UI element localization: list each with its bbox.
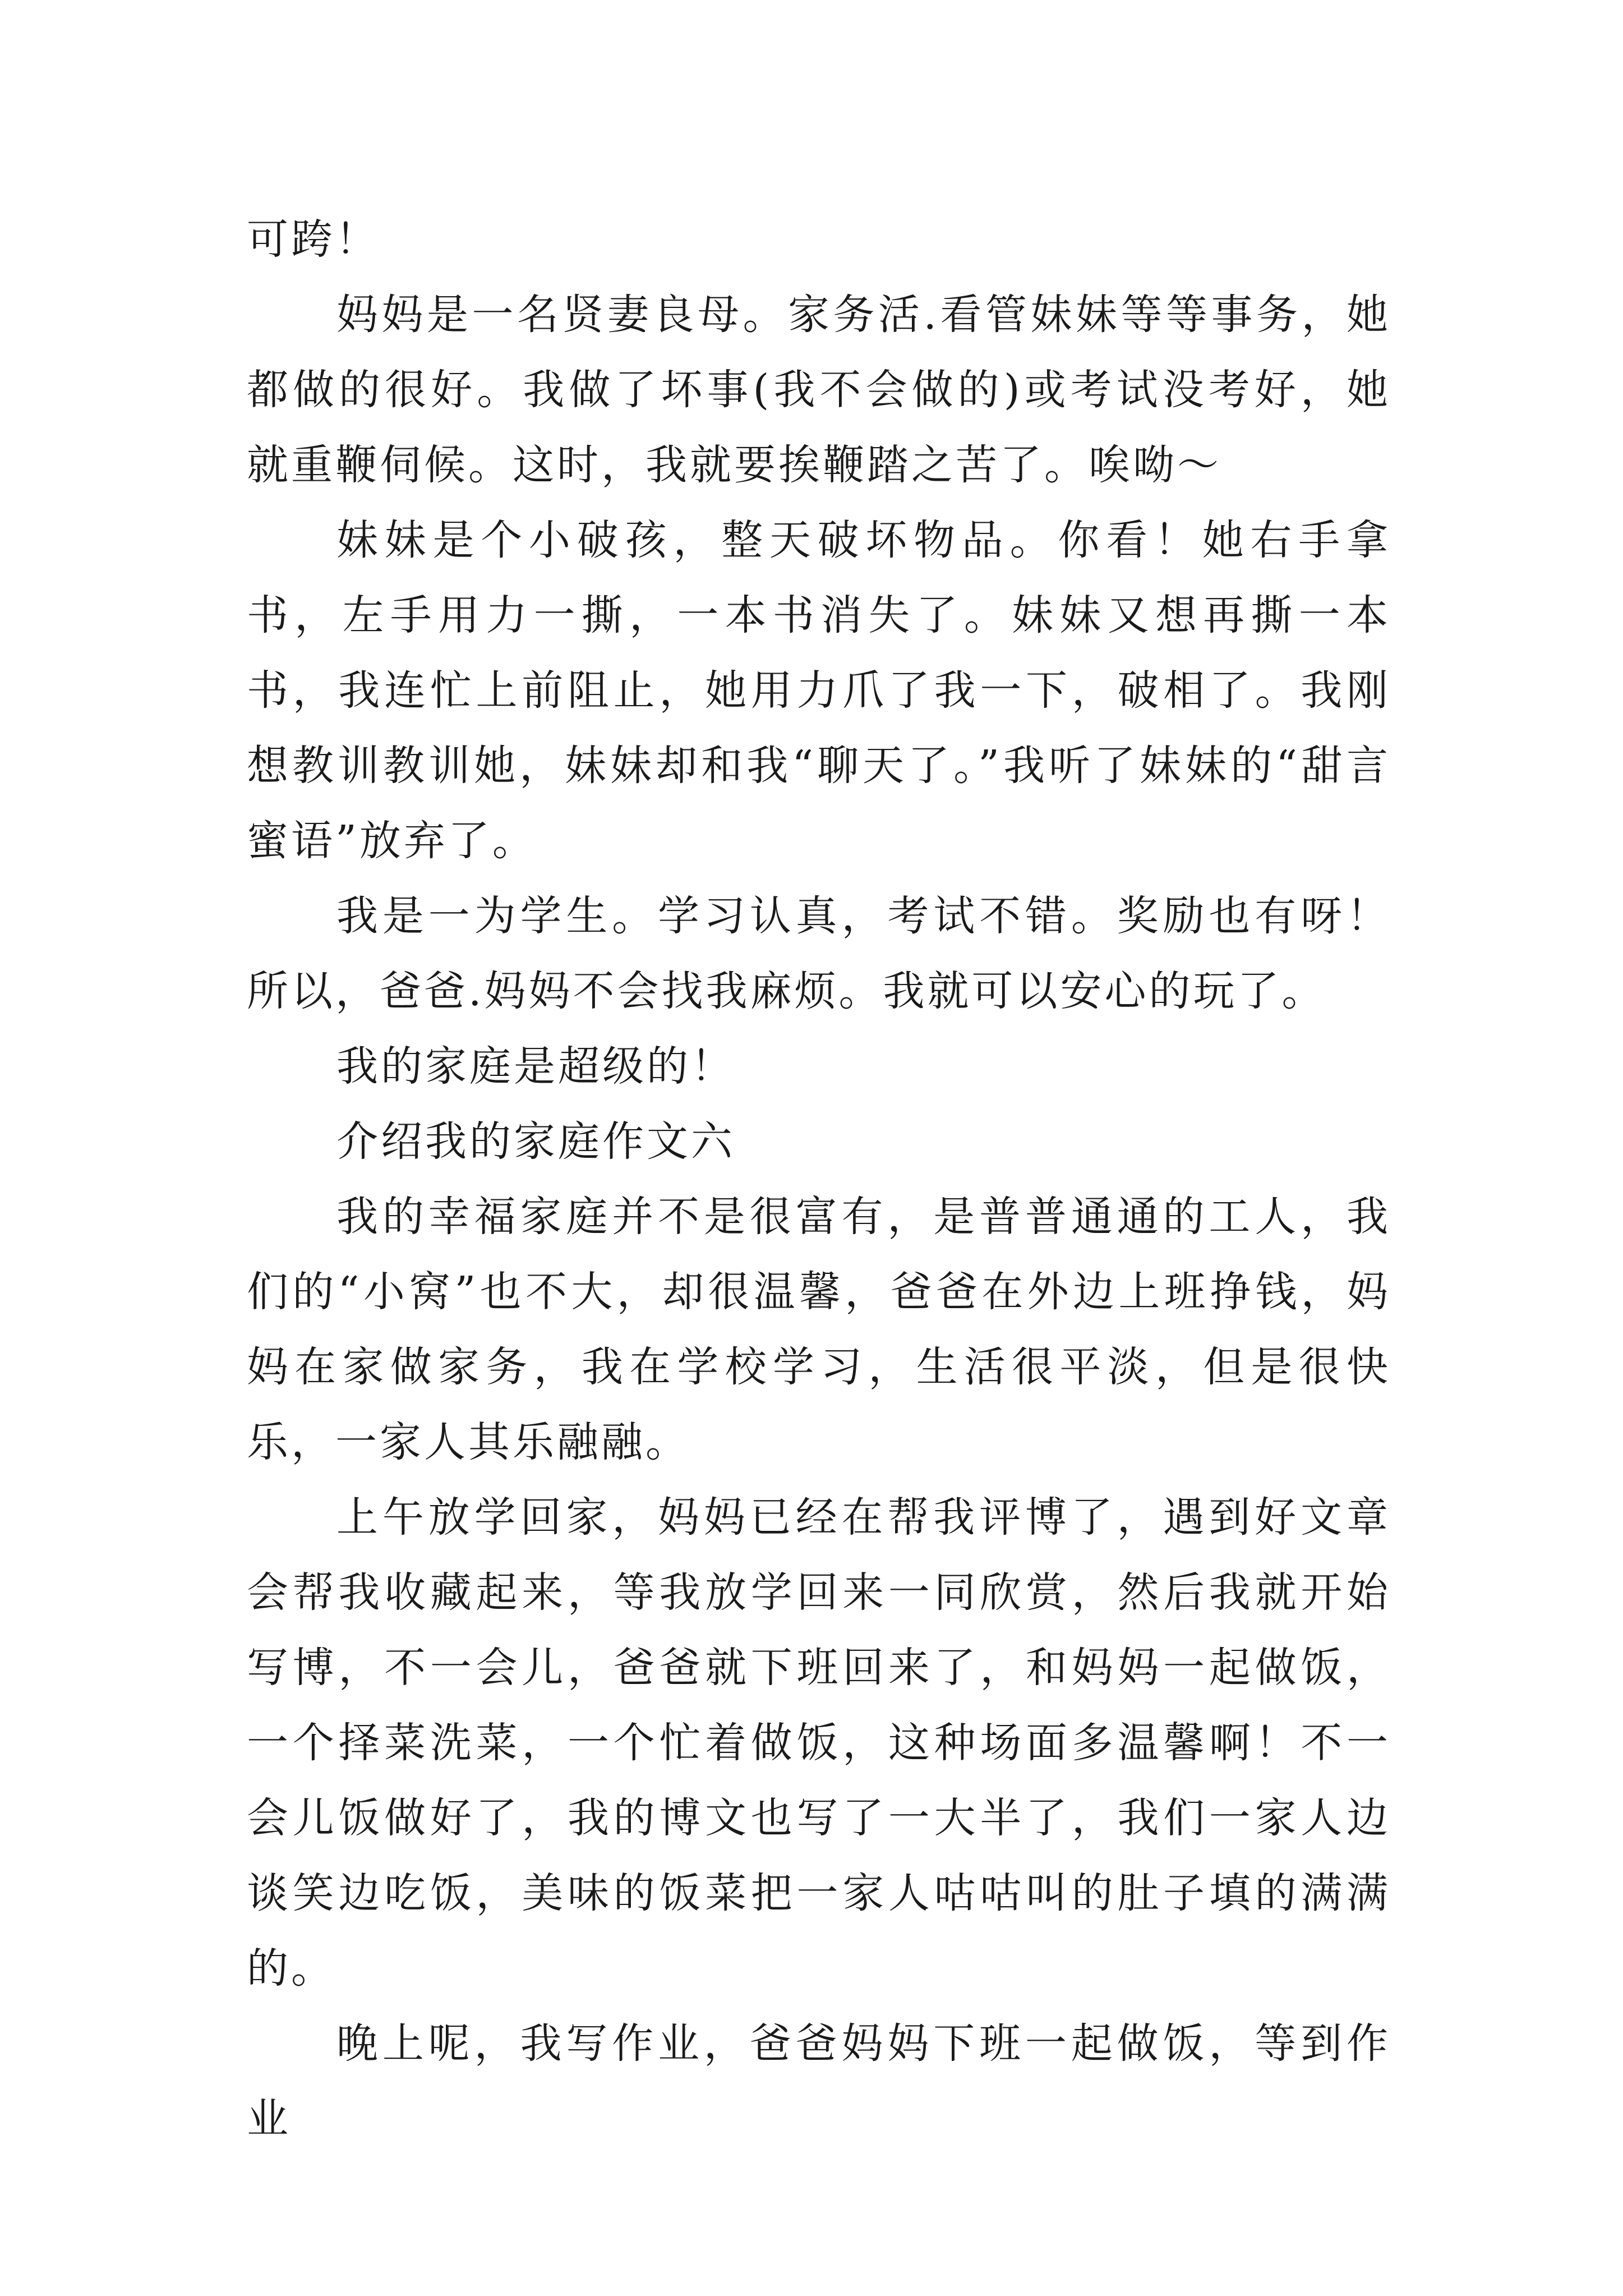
- paragraph-mother: 妈妈是一名贤妻良母。家务活.看管妹妹等等事务，她都做的很好。我做了坏事(我不会做的)或考试没考好，她就重鞭伺候。这时，我就要挨鞭踏之苦了。唉呦～: [247, 291, 1391, 489]
- paragraph-conclusion: 我的家庭是超级的！: [336, 1042, 735, 1091]
- paragraph-continuation: 可跨！: [247, 215, 380, 264]
- document-body: [247, 202, 1391, 2156]
- paragraph-afternoon: 上午放学回家，妈妈已经在帮我评博了，遇到好文章会帮我收藏起来，等我放学回来一同欣赏，然后我就开始写博，不一会儿，爸爸就下班回来了，和妈妈一起做饭，一个择菜洗菜，一个忙着做饭，这种场面多温馨啊！不一会儿饭做好了，我的博文也写了一大半了，我们一家人边谈笑边吃饭，美味的饭菜把一家人咕咕叫的肚子填的满满的。: [247, 1493, 1391, 1993]
- paragraph-evening: 晚上呢，我写作业，爸爸妈妈下班一起做饭，等到作业: [247, 2019, 1391, 2143]
- paragraph-family-intro: 我的幸福家庭并不是很富有，是普普通通的工人，我们的“小窝”也不大，却很温馨，爸爸在外边上班挣钱，妈妈在家做家务，我在学校学习，生活很平淡，但是很快乐，一家人其乐融融。: [247, 1193, 1391, 1466]
- paragraph-sister: 妹妹是个小破孩，整天破坏物品。你看！她右手拿书，左手用力一撕，一本书消失了。妹妹又想再撕一本书，我连忙上前阻止，她用力爪了我一下，破相了。我刚想教训教训她，妹妹却和我“聊天了。”我听了妹妹的“甜言蜜语”放弃了。: [247, 516, 1391, 865]
- paragraph-self: 我是一为学生。学习认真，考试不错。奖励也有呀！所以，爸爸.妈妈不会找我麻烦。我就可以安心的玩了。: [247, 892, 1391, 1015]
- essay-heading: 介绍我的家庭作文六: [336, 1117, 735, 1166]
